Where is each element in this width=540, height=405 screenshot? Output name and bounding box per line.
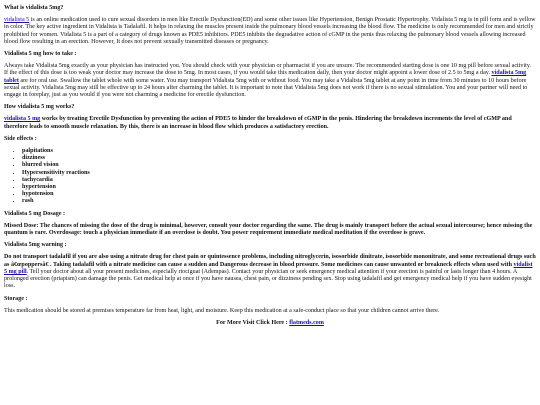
- intro-paragraph: [4, 17, 536, 46]
- storage-heading: Storage :: [4, 295, 28, 302]
- footer-text: For More Visit Click Here :: [216, 319, 290, 326]
- list-item: • dizziness: [22, 155, 536, 162]
- list-item: • hypotension: [22, 191, 536, 198]
- side-effects-list: [4, 148, 536, 206]
- how-to-take-text-2: are for oral use. Swallow the tablet whole with some water. You may transport Vidalista 5mg with or without food. You may take a Vidalista 5mg tablet at any point in time from 30 minutes to 10 hours before sexual activity. Vidalista 5mg may still be effective up to 24 hours after charming the tablet. It is important to note that Vidalista 5mg does not work if there is no sexual stimulation. You and your partner will need to engage in foreplay, just as you would if you were not charming a medicine for erectile dysfunction.: [4, 77, 528, 99]
- how-works-heading: How vidalista 5 mg works?: [4, 104, 75, 111]
- dosage-paragraph: Missed Dose: The chances of missing the dose of the drug is minimal, however, consult your doctor regarding the same. The drug is mainly transport before the actual sexual intercourse; hence missing the quantum is rare. Overdosage: touch a physician immediate if an overdose is doubt. You power requirement immediate medical meditation if the overdose is grave.: [4, 222, 533, 237]
- list-item: • Hypersensitivity reactions: [22, 170, 536, 177]
- side-effects-heading: Side effects :: [4, 135, 37, 142]
- warning-paragraph: [4, 254, 536, 290]
- how-to-take-paragraph: [4, 63, 536, 99]
- how-to-take-text-1: Always take Vidalista 5mg exactly as your physician has instructed you. You should check with your physician or pharmacist if you are unsure. The recommended starting dose is one 10 mg pill before sexual activity. If the effect of this dose is too weak your doctor may increase the dose to 5mg. In most cases, if you would take this medication daily, then your doctor might appoint a lower dose of 2.5 to 5mg a day.: [4, 63, 532, 77]
- vidalista-5-mg-link[interactable]: vidalista 5 mg: [4, 116, 41, 123]
- how-works-paragraph: [4, 116, 536, 130]
- list-item: • hypertension: [22, 184, 536, 191]
- storage-paragraph: This medication should be stored at premises temperature far from heat, light, and moisture. Keep this medication at a safe-conduct place so that your children cannot arrive there.: [4, 307, 440, 314]
- list-item: • tachycardia: [22, 177, 536, 184]
- vidalista-5mg-tablet-link[interactable]: vidalista 5mg tablet: [4, 70, 527, 84]
- footer-line: [4, 320, 536, 327]
- how-works-text: works by treating Erectile Dysfunction by preventing the action of PDE5 to hinder the breakdown of cGMP in the penis. Hindering the breakdown increments the level of cGMP and therefore leads to smooth muscle relaxation. By this, there is an increase in blood flow which produces a satisfactory erection.: [4, 116, 512, 130]
- warning-bold-text: Do not transport tadalafil if you are also using a nitrate drug for chest pain or quintessence problems, including nitroglycerin, isosorbide dinitrate, isosorbide mononitrate, and some recreational drugs such as â€œpoppersâ€ . Taking tadalafil with a nitrate medicine can cause a sudden and Dangerous decrease in blood pressure. Some medicines can cause unwanted or breakneck effects when used with: [4, 254, 536, 268]
- vidalista-5-link[interactable]: vidalista 5: [4, 17, 30, 24]
- warning-text-2: . Tell your doctor about all your present medicines, especially riociguat (Adempas). Contact your physician or seek emergency medical attention if your erection is painful or lasts longer than 4 hours. A prolonged erection (priapism) can damage the penis. Get medical help at once if you have nausea, chest pain, or dizziness pending sex. Stop using tadalafil and get emergency medical help if you have sudden eyesight loss.: [4, 268, 532, 290]
- vidalist-5-mg-pill-link[interactable]: vidalist 5 mg pill: [4, 261, 533, 275]
- list-item: • rash: [22, 198, 536, 205]
- intro-text: is an online medication used to cure sexual disorders in men like Erectile Dysfunction(ED) and some other issues like Hypertension, Benign Prostatic Hypertrophy. Vidalista 5 mg is in pill form and is yellow in color. The key active ingredient in Vidalista is Tadalafil. It helps in relaxing the muscles present inside the pulmonary blood vessels increasing the blood flow. The medicine is only recommended for men and strictly prohibited for women. Vidalista 5 is a part of a category of drugs known as PDE5 inhibitors. PDE5 inhibits the degradative action of cGMP in the penis thus relaxing the pulmonary blood vessels allowing increased blood flow resulting in an erection. However, It does not prevent sexually transmitted diseases or pregnancy.: [4, 17, 536, 45]
- warning-heading: Vidalista 5mg warning :: [4, 242, 67, 249]
- how-to-take-heading: Vidalista 5 mg how to take :: [4, 51, 77, 58]
- list-item: • palpitations: [22, 148, 536, 155]
- dosage-heading: Vidalista 5 mg Dosage :: [4, 210, 66, 217]
- list-item: • blurred vision: [22, 162, 536, 169]
- flatmeds-link[interactable]: flatmeds.com: [289, 319, 324, 326]
- page-title: What is vidalista 5mg?: [4, 5, 64, 11]
